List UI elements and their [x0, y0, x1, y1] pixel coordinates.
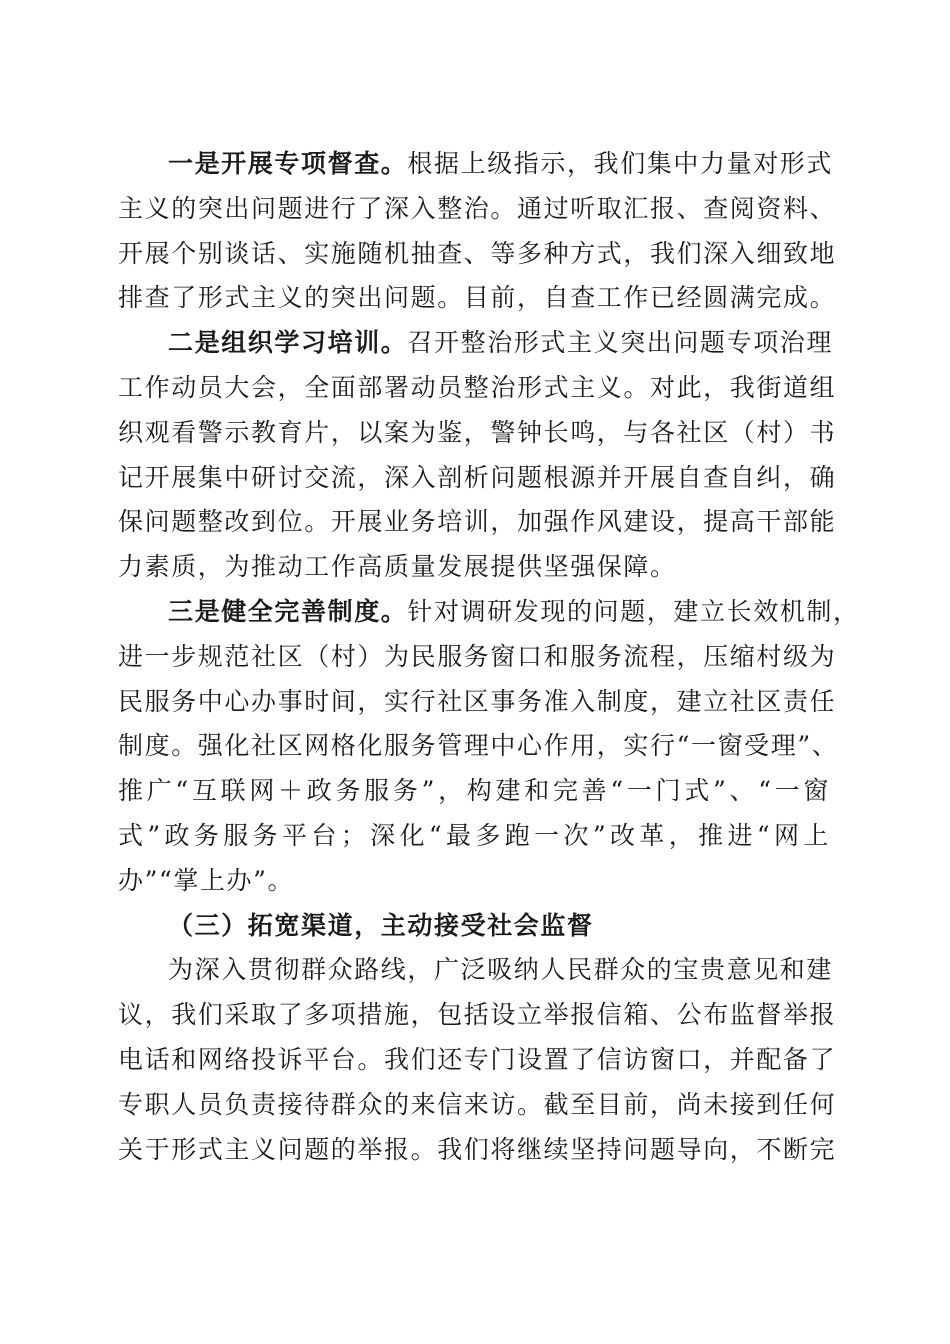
paragraph-1-line-3: 开展个别谈话、实施随机抽查、等多种方式，我们深入细致地	[118, 238, 837, 268]
paragraph-4-line-3: 电话和网络投诉平台。我们还专门设置了信访窗口，并配备了	[118, 1044, 837, 1074]
paragraph-2-line-4: 记开展集中研讨交流，深入剖析问题根源并开展自查自纠，确	[118, 462, 837, 492]
paragraph-3-line-6: 式”政务服务平台；深化“最多跑一次”改革，推进“网上	[118, 820, 830, 850]
paragraph-3-lead: 三是健全完善制度。	[168, 596, 408, 626]
paragraph-3-line-1-text: 针对调研发现的问题，建立长效机制，	[407, 596, 860, 626]
paragraph-2-lead: 二是组织学习培训。	[168, 328, 408, 358]
paragraph-1-line-2: 主义的突出问题进行了深入整治。通过听取汇报、查阅资料、	[118, 193, 837, 223]
paragraph-2-line-1	[118, 321, 834, 366]
section-heading: （三）拓宽渠道，主动接受社会监督	[168, 910, 594, 940]
paragraph-1-line-1	[118, 142, 834, 187]
paragraph-4-line-5: 关于形式主义问题的举报。我们将继续坚持问题导向，不断完	[118, 1134, 837, 1164]
paragraph-2-line-1-text: 召开整治形式主义突出问题专项治理	[407, 328, 834, 358]
paragraph-1-lead: 一是开展专项督查。	[168, 149, 408, 178]
paragraph-1-line-1-text: 根据上级指示，我们集中力量对形式	[407, 149, 834, 178]
document-body	[118, 142, 860, 1172]
paragraph-4-line-2: 议，我们采取了多项措施，包括设立举报信箱、公布监督举报	[118, 1000, 837, 1030]
paragraph-4-line-4: 专职人员负责接待群众的来信来访。截至目前，尚未接到任何	[118, 1089, 837, 1119]
paragraph-2-line-6: 力素质，为推动工作高质量发展提供坚强保障。	[118, 552, 677, 582]
paragraph-3-line-3: 民服务中心办事时间，实行社区事务准入制度，建立社区责任	[118, 686, 837, 716]
paragraph-3-line-1	[118, 590, 860, 635]
paragraph-2-line-2: 工作动员大会，全面部署动员整治形式主义。对此，我街道组	[118, 372, 837, 402]
paragraph-2-line-5: 保问题整改到位。开展业务培训，加强作风建设，提高干部能	[118, 507, 837, 537]
paragraph-4-line-1: 为深入贯彻群众路线，广泛吸纳人民群众的宝贵意见和建	[168, 955, 834, 985]
paragraph-2-line-3: 织观看警示教育片，以案为鉴，警钟长鸣，与各社区（村）书	[118, 417, 837, 447]
paragraph-3-line-4: 制度。强化社区网格化服务管理中心作用，实行“一窗受理”、	[118, 731, 839, 761]
paragraph-1-line-4: 排查了形式主义的突出问题。目前，自查工作已经圆满完成。	[118, 283, 837, 313]
paragraph-3-line-2: 进一步规范社区（村）为民服务窗口和服务流程，压缩村级为	[118, 641, 837, 671]
paragraph-3-line-5: 推广“互联网＋政务服务”，构建和完善“一门式”、“一窗	[118, 776, 830, 806]
paragraph-3-line-7: 办”“掌上办”。	[118, 865, 295, 895]
